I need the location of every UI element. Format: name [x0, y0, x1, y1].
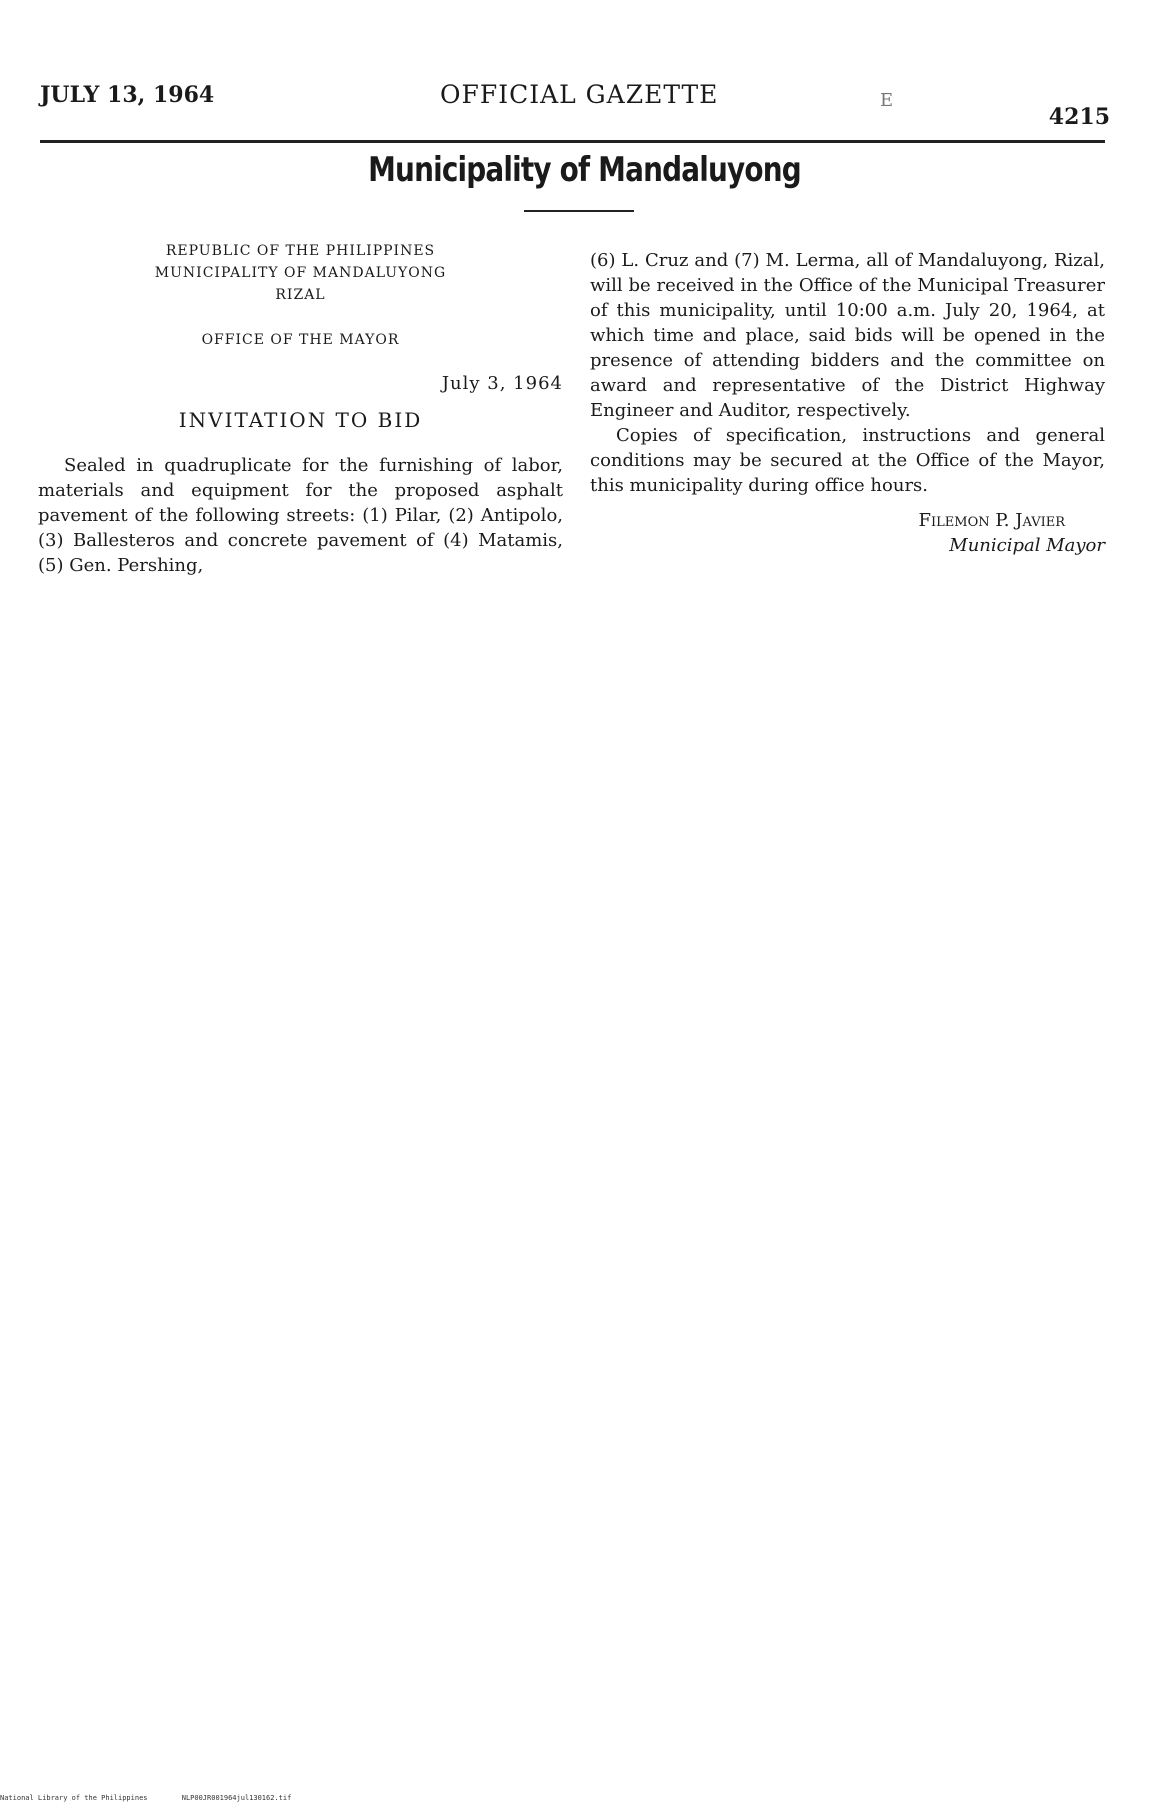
issue-date: JULY 13, 1964 [40, 82, 215, 108]
page-number: 4215 [1048, 104, 1110, 130]
section-masthead: Municipality of Mandaluyong [368, 150, 801, 190]
library-credit: National Library of the Philippines [0, 1794, 148, 1802]
stamp-mark: E [880, 90, 894, 111]
office-line: OFFICE OF THE MAYOR [201, 332, 400, 348]
page-header [40, 80, 1110, 130]
left-column [38, 240, 563, 578]
signatory-title: Municipal Mayor [949, 535, 1105, 556]
masthead-divider [524, 210, 634, 212]
body-paragraph: (6) L. Cruz and (7) M. Lerma, all of Mandaluyong, Rizal, will be received in the Office of the Municipal Treasurer of this municipality, until 10:00 a.m. July 20, 1964, at which time and place, said bids will be opened in the presence of attending bidders and the committee on award and representative of the District Highway Engineer and Auditor, respectively. [590, 250, 1105, 421]
body-paragraph: Copies of specification, instructions and general conditions may be secured at the Office of the Mayor, this municipality during office hours. [590, 425, 1105, 496]
body-paragraph: Sealed in quadruplicate for the furnishing of labor, materials and equipment for the proposed asphalt pavement of the following streets: (1) Pilar, (2) Antipolo, (3) Ballesteros and concrete pavement of (4) Matamis, (5) Gen. Pershing, [38, 455, 563, 576]
letterhead-line: REPUBLIC OF THE PHILIPPINES [165, 243, 436, 259]
right-column [590, 248, 1105, 558]
signatory-name: Filemon P. Javier [918, 510, 1065, 531]
scan-footer [0, 1794, 321, 1802]
file-name: NLP00JR001964jul130162.tif [181, 1794, 292, 1802]
letterhead [38, 240, 563, 306]
notice-heading: INVITATION TO BID [178, 408, 423, 432]
header-rule [40, 140, 1105, 143]
publication-title: OFFICIAL GAZETTE [440, 80, 719, 109]
notice-date: July 3, 1964 [441, 373, 563, 394]
letterhead-line: MUNICIPALITY OF MANDALUYONG [154, 265, 447, 281]
letterhead-line: RIZAL [275, 287, 326, 303]
